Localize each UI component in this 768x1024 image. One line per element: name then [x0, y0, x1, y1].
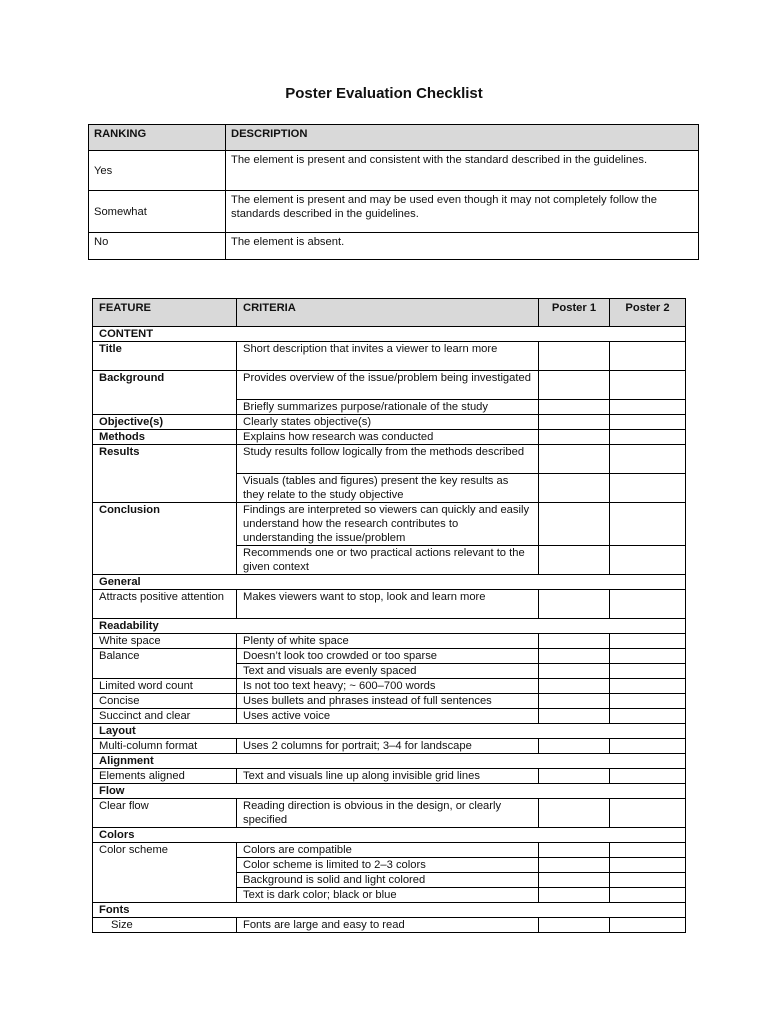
poster-2-cell[interactable]	[610, 739, 686, 754]
ranking-description: The element is absent.	[226, 233, 699, 260]
ranking-table	[88, 124, 699, 260]
poster-2-cell[interactable]	[610, 445, 686, 474]
criteria-text: Background is solid and light colored	[237, 873, 539, 888]
table-row	[93, 918, 686, 933]
ranking-header-rank: RANKING	[89, 125, 226, 151]
poster-1-cell[interactable]	[539, 430, 610, 445]
table-row	[93, 843, 686, 858]
poster-2-cell[interactable]	[610, 649, 686, 664]
criteria-text: Uses bullets and phrases instead of full sentences	[237, 694, 539, 709]
feature-label: White space	[93, 634, 237, 649]
table-row	[93, 342, 686, 371]
section-row-colors	[93, 828, 686, 843]
poster-2-cell[interactable]	[610, 634, 686, 649]
poster-1-cell[interactable]	[539, 415, 610, 430]
poster-1-cell[interactable]	[539, 445, 610, 474]
feature-label: Size	[93, 918, 237, 933]
feature-label: Attracts positive attention	[93, 590, 237, 619]
poster-1-cell[interactable]	[539, 843, 610, 858]
poster-2-cell[interactable]	[610, 918, 686, 933]
ranking-label: Yes	[89, 151, 226, 191]
criteria-text: Recommends one or two practical actions relevant to the given context	[237, 546, 539, 575]
criteria-text: Fonts are large and easy to read	[237, 918, 539, 933]
table-row	[93, 415, 686, 430]
criteria-text: Makes viewers want to stop, look and learn more	[237, 590, 539, 619]
evaluation-table	[92, 298, 686, 933]
poster-2-cell[interactable]	[610, 799, 686, 828]
feature-label: Balance	[93, 649, 237, 679]
criteria-text: Study results follow logically from the methods described	[237, 445, 539, 474]
poster-2-cell[interactable]	[610, 342, 686, 371]
poster-1-cell[interactable]	[539, 799, 610, 828]
table-row	[93, 371, 686, 400]
criteria-text: Plenty of white space	[237, 634, 539, 649]
ranking-label: No	[89, 233, 226, 260]
criteria-text: Clearly states objective(s)	[237, 415, 539, 430]
poster-2-cell[interactable]	[610, 400, 686, 415]
ranking-header-row	[89, 125, 699, 151]
table-row	[93, 649, 686, 664]
poster-2-cell[interactable]	[610, 590, 686, 619]
poster-2-cell[interactable]	[610, 694, 686, 709]
poster-2-cell[interactable]	[610, 664, 686, 679]
section-row-fonts	[93, 903, 686, 918]
criteria-text: Short description that invites a viewer to learn more	[237, 342, 539, 371]
poster-1-cell[interactable]	[539, 474, 610, 503]
feature-label: Title	[93, 342, 237, 371]
poster-1-cell[interactable]	[539, 679, 610, 694]
criteria-text: Explains how research was conducted	[237, 430, 539, 445]
table-row	[93, 679, 686, 694]
section-label: Alignment	[93, 754, 686, 769]
section-row-readability	[93, 619, 686, 634]
poster-2-cell[interactable]	[610, 474, 686, 503]
ranking-header-description: DESCRIPTION	[226, 125, 699, 151]
header-feature: FEATURE	[93, 299, 237, 327]
feature-label: Concise	[93, 694, 237, 709]
poster-1-cell[interactable]	[539, 546, 610, 575]
poster-2-cell[interactable]	[610, 873, 686, 888]
table-row	[93, 634, 686, 649]
poster-1-cell[interactable]	[539, 694, 610, 709]
poster-2-cell[interactable]	[610, 503, 686, 546]
poster-1-cell[interactable]	[539, 371, 610, 400]
poster-1-cell[interactable]	[539, 590, 610, 619]
poster-2-cell[interactable]	[610, 546, 686, 575]
poster-2-cell[interactable]	[610, 709, 686, 724]
criteria-text: Color scheme is limited to 2–3 colors	[237, 858, 539, 873]
table-row	[93, 799, 686, 828]
header-poster-1: Poster 1	[539, 299, 610, 327]
poster-2-cell[interactable]	[610, 858, 686, 873]
section-label: Layout	[93, 724, 686, 739]
poster-2-cell[interactable]	[610, 430, 686, 445]
feature-label: Succinct and clear	[93, 709, 237, 724]
table-row	[89, 151, 699, 191]
feature-label: Color scheme	[93, 843, 237, 903]
criteria-text: Uses 2 columns for portrait; 3–4 for landscape	[237, 739, 539, 754]
feature-label: Methods	[93, 430, 237, 445]
table-row	[89, 233, 699, 260]
poster-1-cell[interactable]	[539, 664, 610, 679]
header-poster-2: Poster 2	[610, 299, 686, 327]
feature-label: Objective(s)	[93, 415, 237, 430]
feature-label: Background	[93, 371, 237, 415]
table-row	[93, 769, 686, 784]
section-label: Readability	[93, 619, 686, 634]
feature-label: Multi-column format	[93, 739, 237, 754]
criteria-text: Doesn’t look too crowded or too sparse	[237, 649, 539, 664]
poster-1-cell[interactable]	[539, 634, 610, 649]
section-label: CONTENT	[93, 327, 686, 342]
section-label: Fonts	[93, 903, 686, 918]
table-row	[93, 430, 686, 445]
poster-1-cell[interactable]	[539, 503, 610, 546]
criteria-text: Briefly summarizes purpose/rationale of the study	[237, 400, 539, 415]
poster-1-cell[interactable]	[539, 709, 610, 724]
criteria-text: Is not too text heavy; ~ 600–700 words	[237, 679, 539, 694]
poster-1-cell[interactable]	[539, 888, 610, 903]
poster-2-cell[interactable]	[610, 769, 686, 784]
table-row	[93, 709, 686, 724]
header-criteria: CRITERIA	[237, 299, 539, 327]
poster-1-cell[interactable]	[539, 769, 610, 784]
criteria-text: Text is dark color; black or blue	[237, 888, 539, 903]
poster-2-cell[interactable]	[610, 371, 686, 400]
criteria-text: Visuals (tables and figures) present the key results as they relate to the study objective	[237, 474, 539, 503]
criteria-text: Text and visuals are evenly spaced	[237, 664, 539, 679]
poster-2-cell[interactable]	[610, 843, 686, 858]
section-label: Colors	[93, 828, 686, 843]
section-label: Flow	[93, 784, 686, 799]
criteria-text: Provides overview of the issue/problem being investigated	[237, 371, 539, 400]
ranking-description: The element is present and may be used even though it may not completely follow the standards described in the guidelines.	[226, 191, 699, 233]
feature-label: Conclusion	[93, 503, 237, 575]
table-row	[93, 694, 686, 709]
poster-1-cell[interactable]	[539, 400, 610, 415]
criteria-text: Findings are interpreted so viewers can quickly and easily understand how the research contributes to understanding the issue/problem	[237, 503, 539, 546]
feature-label: Clear flow	[93, 799, 237, 828]
section-row-content	[93, 327, 686, 342]
table-row	[89, 191, 699, 233]
section-row-general	[93, 575, 686, 590]
feature-label: Elements aligned	[93, 769, 237, 784]
feature-label: Results	[93, 445, 237, 503]
poster-2-cell[interactable]	[610, 679, 686, 694]
section-row-flow	[93, 784, 686, 799]
section-row-layout	[93, 724, 686, 739]
poster-1-cell[interactable]	[539, 739, 610, 754]
ranking-description: The element is present and consistent with the standard described in the guidelines.	[226, 151, 699, 191]
page-title: Poster Evaluation Checklist	[285, 85, 483, 102]
poster-1-cell[interactable]	[539, 649, 610, 664]
table-row	[93, 590, 686, 619]
poster-1-cell[interactable]	[539, 858, 610, 873]
poster-2-cell[interactable]	[610, 415, 686, 430]
table-row	[93, 445, 686, 474]
section-row-alignment	[93, 754, 686, 769]
poster-1-cell[interactable]	[539, 342, 610, 371]
feature-label: Limited word count	[93, 679, 237, 694]
poster-1-cell[interactable]	[539, 918, 610, 933]
table-row	[93, 503, 686, 546]
poster-1-cell[interactable]	[539, 873, 610, 888]
criteria-text: Text and visuals line up along invisible grid lines	[237, 769, 539, 784]
criteria-text: Colors are compatible	[237, 843, 539, 858]
criteria-text: Uses active voice	[237, 709, 539, 724]
ranking-label: Somewhat	[89, 191, 226, 233]
table-row	[93, 739, 686, 754]
poster-2-cell[interactable]	[610, 888, 686, 903]
criteria-text: Reading direction is obvious in the design, or clearly specified	[237, 799, 539, 828]
section-label: General	[93, 575, 686, 590]
evaluation-header-row	[93, 299, 686, 327]
